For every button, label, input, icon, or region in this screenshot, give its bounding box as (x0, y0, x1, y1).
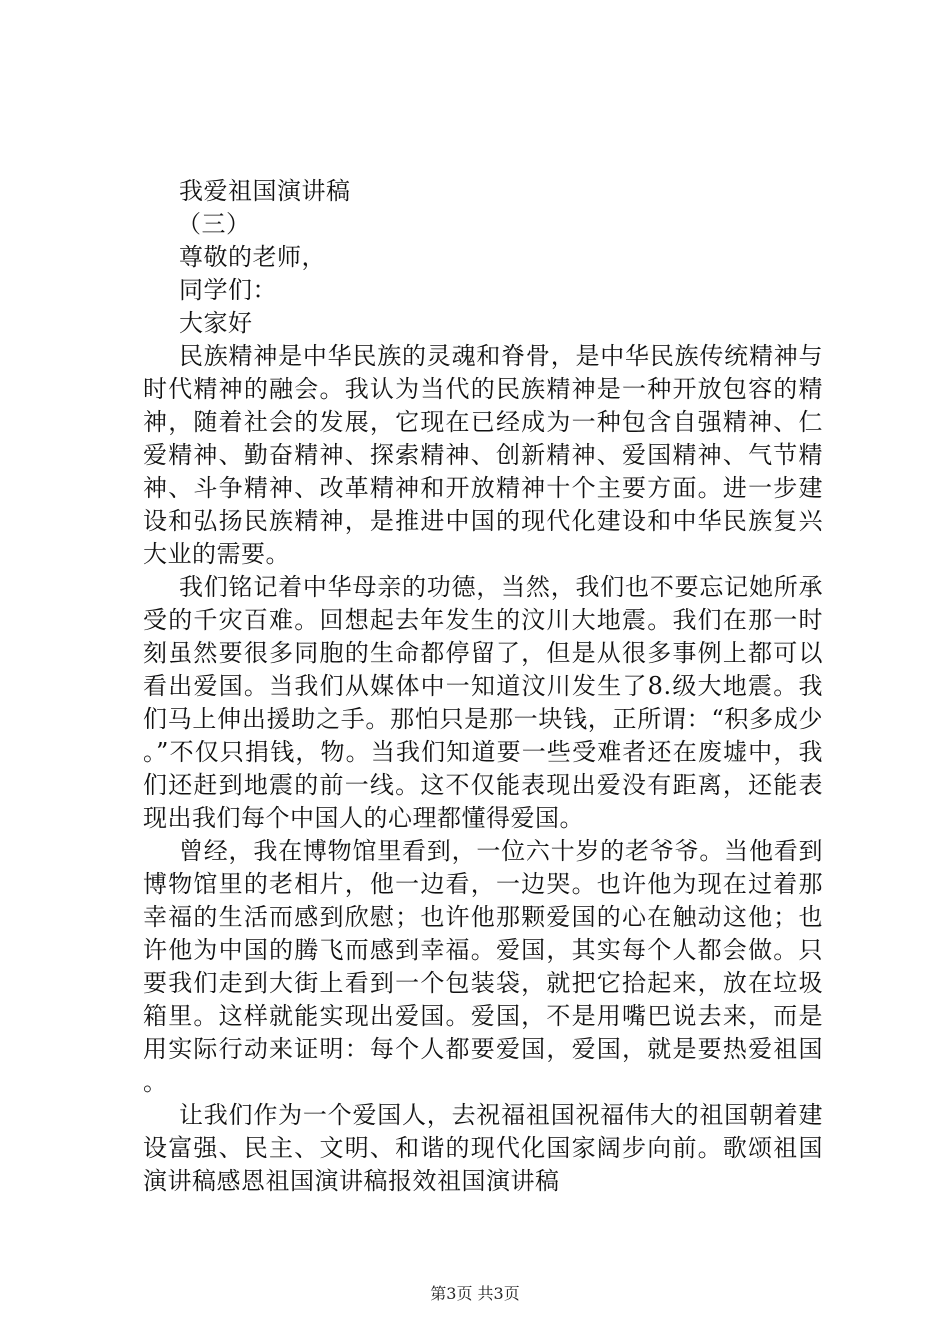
paragraph: 民族精神是中华民族的灵魂和脊骨，是中华民族传统精神与时代精神的融会。我认为当代的民族精神是一种开放包容的精神，随着社会的发展，它现在已经成为一种包含自强精神、仁爱精神、勤奋精神、探索精神、创新精神、爱国精神、气节精神、斗争精神、改革精神和开放精神十个主要方面。进一步建设和弘扬民族精神，是推进中国的现代化建设和中华民族复兴大业的需要。 (143, 342, 823, 568)
document-title: 我爱祖国演讲稿 (179, 177, 351, 205)
document-subtitle: （三） (177, 210, 251, 238)
paragraph: 我们铭记着中华母亲的功德，当然，我们也不要忘记她所承受的千灾百难。回想起去年发生的汶川大地震。我们在那一时刻虽然要很多同胞的生命都停留了，但是从很多事例上都可以看出爱国。当我们从媒体中一知道汶川发生了8.级大地震。我们马上伸出援助之手。那怕只是那一块钱，正所谓：“积多成少。”不仅只捐钱，物。当我们知道要一些受难者还在废墟中，我们还赶到地震的前一线。这不仅能表现出爱没有距离，还能表现出我们每个中国人的心理都懂得爱国。 (143, 573, 823, 832)
greeting: 大家好 (179, 309, 253, 337)
paragraph: 曾经，我在博物馆里看到，一位六十岁的老爷爷。当他看到博物馆里的老相片，他一边看，一边哭。也许他为现在过着那幸福的生活而感到欣慰；也许他那颗爱国的心在触动这他；也许他为中国的腾飞而感到幸福。爱国，其实每个人都会做。只要我们走到大街上看到一个包装袋，就把它拾起来，放在垃圾箱里。这样就能实现出爱国。爱国，不是用嘴巴说去来，而是用实际行动来证明：每个人都要爱国，爱国，就是要热爱祖国。 (143, 837, 823, 1096)
document-body (143, 175, 823, 1198)
paragraph: 让我们作为一个爱国人，去祝福祖国祝福伟大的祖国朝着建设富强、民主、文明、和谐的现代化国家阔步向前。歌颂祖国演讲稿感恩祖国演讲稿报效祖国演讲稿 (143, 1101, 823, 1195)
page-number-footer: 第3页 共3页 (430, 1284, 520, 1303)
salutation-teachers: 尊敬的老师， (179, 243, 326, 271)
salutation-students: 同学们： (179, 276, 277, 304)
